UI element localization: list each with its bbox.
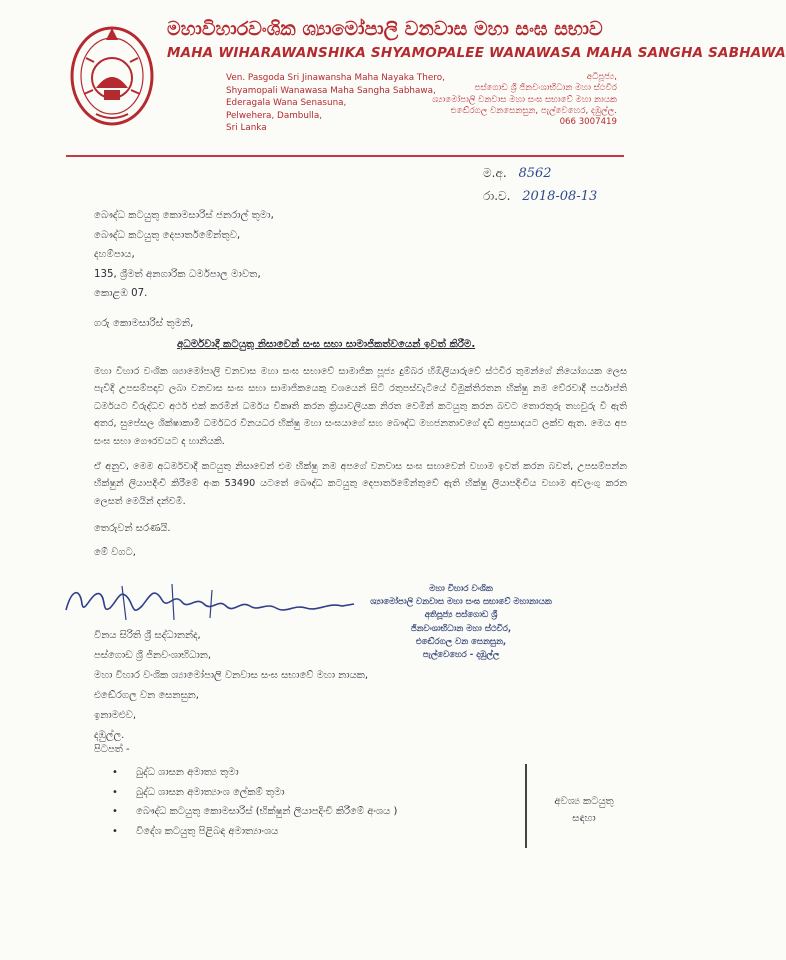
stamp-line: ශ්‍යාමෝපාලි වනවාස මහා සංඝ සභාවේ මහානායක bbox=[370, 597, 552, 608]
recipient-line: බෞද්ධ කටයුතු දෙපාර්තමේන්තුව, bbox=[94, 229, 241, 241]
salutation: ගරු කොමසාරිස් තුමනි, bbox=[94, 318, 194, 329]
recipient-line: බෞද්ධ කටයුතු කොමසාරිස් ජනරාල් තුමා, bbox=[94, 210, 274, 221]
signatory-line: විනය සිරිති ශ්‍රී සද්ධානන්ද, bbox=[94, 630, 201, 641]
signatory-line: ඉනාමළුව, bbox=[94, 710, 136, 721]
letterhead-title-sinhala: මහාවිහාරවංශික ශ්‍යාමෝපාලි වනවාස මහා සංඝ සභාව bbox=[167, 18, 603, 40]
address-line: Shyamopali Wanawasa Maha Sangha Sabhawa, bbox=[226, 85, 436, 96]
list-item bbox=[108, 802, 397, 822]
signatory-line: මහා විහාර වංශික ශ්‍යාමෝපාලි වනවාස සංඝ සභාවේ මහා නායක, bbox=[94, 670, 369, 681]
subject-line: අධර්මවාදී කටයුතු නිසාවෙන් සංඝ සභා සාමාජිකත්වයෙන් ඉවත් කිරීම. bbox=[177, 339, 476, 350]
reference-value: 8562 bbox=[518, 166, 552, 181]
stamp-line: ජිනවංශාභිධාන මහා ස්ථවිර, bbox=[410, 623, 512, 634]
list-item bbox=[108, 763, 397, 783]
official-stamp bbox=[366, 583, 556, 662]
date-label: රා.ව. bbox=[483, 189, 511, 203]
date-value: 2018-08-13 bbox=[522, 189, 598, 204]
phone-number: 066 3007419 bbox=[559, 117, 617, 128]
bullet-icon: • bbox=[112, 806, 118, 817]
copy-recipient: බුද්ධ ශාසන අමාත්‍ය තුමා bbox=[136, 767, 239, 778]
recipient-line: කොළඹ 07. bbox=[94, 288, 148, 300]
address-line: Ven. Pasgoda Sri Jinawansha Maha Nayaka Thero, bbox=[226, 73, 445, 83]
address-line: පස්ගොඩ ශ්‍රී ජිනවංශාභිධාන මහා ස්ථවිර bbox=[474, 83, 617, 94]
signatory-line: එඬේරගල වන සෙනසුන, bbox=[94, 690, 199, 701]
reference-label: ම.අ. bbox=[483, 166, 507, 180]
stamp-line: අතිපූජ්‍ය පස්ගොඩ ශ්‍රී bbox=[424, 610, 498, 621]
address-line: අධිපූජ්‍ය, bbox=[586, 72, 617, 82]
bullet-icon: • bbox=[112, 786, 118, 798]
recipient-address bbox=[94, 206, 274, 304]
closing-phrase: මේ වගට, bbox=[94, 547, 136, 558]
address-line: Ederagala Wana Senasuna, bbox=[226, 98, 347, 108]
signatory-block bbox=[94, 626, 368, 746]
letter-date bbox=[483, 189, 597, 204]
copies-bracket bbox=[525, 764, 527, 848]
copies-list bbox=[108, 763, 397, 841]
closing-blessing: තෙරුවන් සරණයි. bbox=[94, 523, 171, 534]
letterhead-title-english: MAHA WIHARAWANSHIKA SHYAMOPALEE WANAWASA MAHA SANGHA SABHAWA bbox=[167, 45, 786, 61]
letterhead-address-english bbox=[226, 72, 445, 135]
body-paragraph: මහා විහාර වංශික ශ්‍යාමෝපාලි වනවාස මහා සංඝ සභාවේ සාමාජික පූජ්‍ය දුම්බර හිඹිලියාරුවේ ස්ථවිර තුමන්ගේ නියෝගයක ලෙස පැවිදි උපසම්පදාව ලබා වනවාස සංඝ සභා සාමාජිකයෙකු වශයෙන් සිටි රතුපස්වැටියේ විමුක්තිරතන භික්ෂු නම වේරවාදී පර්යාප්ති ධර්මයට විරුද්ධව අර්ථ එක් කරමින් ධර්මය විකෘති කරන ක්‍රියාවලියක නිරත වෙමින් කටයුතු කරන බවට තොරතුරු තහවුරු වී ඇති අතර, සුපේසල ශික්ෂාකාමී ධර්මධර විනයධර භික්ෂු මහා සංඝයාගේ සහ බෞද්ධ මහජනතාවගේ දැඩි අප්‍රසාදයට ලක්ව ඇත. මෙය අප සංඝ සභා ගෞරවයට ද හානියකි. bbox=[94, 366, 627, 447]
handwritten-signature-icon bbox=[62, 580, 362, 625]
copy-recipient: විදේශ කටයුතු පිළිබඳ අමාත්‍යාංශය bbox=[136, 825, 279, 837]
letterhead-address-sinhala bbox=[432, 72, 617, 128]
reference-number bbox=[483, 166, 552, 181]
copies-label: පිටපත් - bbox=[94, 744, 130, 755]
bullet-icon: • bbox=[112, 825, 118, 837]
address-line: Pelwehera, Dambulla, bbox=[226, 110, 323, 121]
address-line: ශ්‍යාමෝපාලි වනවාස මහා සංඝ සභාවේ මහා නායක bbox=[432, 94, 617, 105]
recipient-line: 135, ශ්‍රීමත් අනගාරික ධර්මපාල මාවත, bbox=[94, 268, 261, 280]
address-line: එඬේරගල වනසෙනසුන, පැල්වෙහෙර, දඹුල්ල. bbox=[450, 105, 617, 116]
letterhead-divider bbox=[66, 155, 624, 157]
list-item bbox=[108, 822, 397, 842]
copy-recipient: බෞද්ධ කටයුතු කොමසාරිස් (භික්ෂුන් ලියාපදිංචි කිරීමේ අංශය ) bbox=[136, 806, 398, 817]
body-paragraph: ඒ අනුව, මෙම අධර්මවාදී කටයුතු නිසාවෙන් එම භික්ෂු නම අපගේ වනවාස සංඝ සභාවෙන් වහාම ඉවත් කරන බවත්, උපසම්පන්න භික්ෂුන් ලියාපදිංචි කිරීමේ අංක 53490 යටතේ බෞද්ධ කටයුතු දෙපාර්තමේන්තුවේ ඇති භික්ෂු ලියාපදිංචිය වහාම අවලංගු කරන ලෙසත් මෙයින් දන්වමි. bbox=[94, 461, 627, 507]
stamp-line: මහා විහාර වංශික bbox=[429, 584, 493, 594]
copies-note: අවශ්‍ය කටයුතු සඳහා bbox=[554, 796, 614, 824]
recipient-line: දහම්පාය, bbox=[94, 249, 135, 261]
list-item bbox=[108, 783, 397, 803]
copy-recipient: බුද්ධ ශාසන අමාත්‍යාංශ ලේකම් තුමා bbox=[136, 786, 285, 798]
stamp-line: පැල්වෙහෙර - දඹුල්ල bbox=[422, 650, 500, 661]
signatory-line: දඹුල්ල. bbox=[94, 730, 125, 741]
address-line: Sri Lanka bbox=[226, 123, 267, 133]
seal-emblem-icon bbox=[66, 18, 158, 130]
stamp-line: එඬේරගල වන සෙනසුන, bbox=[415, 636, 507, 647]
bullet-icon: • bbox=[112, 767, 118, 778]
signatory-line: පස්ගොඩ ශ්‍රී ජිනවංශාභිධාන, bbox=[94, 650, 212, 661]
